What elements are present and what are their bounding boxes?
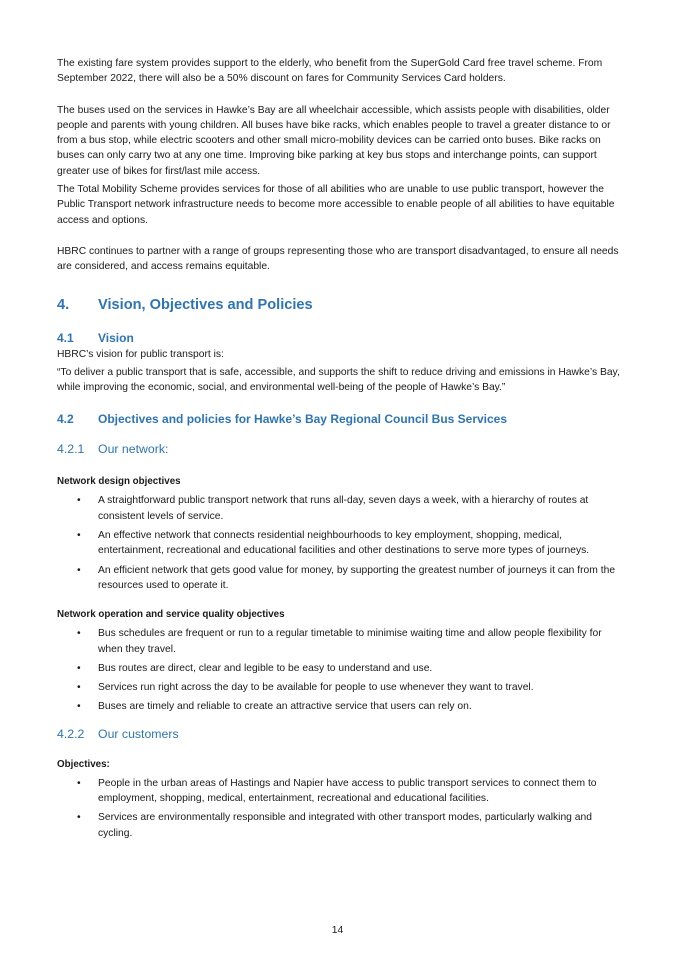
list-item: • An efficient network that gets good value for money, by supporting the greatest number of journeys it can from the resources used to operate it. xyxy=(77,564,616,591)
customer-objectives-list xyxy=(57,776,620,841)
section-title: Vision xyxy=(98,330,134,345)
bullet-icon: • xyxy=(77,662,81,674)
page-number: 14 xyxy=(331,925,344,936)
bullet-icon: • xyxy=(77,682,81,694)
section-title: Our customers xyxy=(98,726,179,741)
operation-objectives-label: Network operation and service quality objectives xyxy=(57,609,285,621)
bullet-icon: • xyxy=(77,564,81,576)
section-number: 4.1 xyxy=(57,330,74,345)
section-4-2-1-heading xyxy=(57,440,620,458)
operation-objectives-list xyxy=(57,626,620,714)
section-number: 4.2.1 xyxy=(57,442,85,457)
fare-paragraph: The existing fare system provides support to the elderly, who benefit from the SuperGold Card free travel scheme. From September 2022, there will also be a 50% discount on fares for Community Services Card holders. xyxy=(57,58,603,85)
partner-paragraph: HBRC continues to partner with a range of groups representing those who are transport disadvantaged, to ensure all needs are considered, and access remains equitable. xyxy=(57,245,619,273)
total-mobility-paragraph: The Total Mobility Scheme provides services for those of all abilities who are unable to use public transport, however the Public Transport network infrastructure needs to become more accessible to enable people of all abilities to have equitable access and options. xyxy=(57,184,615,226)
section-4-2-heading xyxy=(57,410,620,428)
section-title: Objectives and policies for Hawke’s Bay Regional Council Bus Services xyxy=(98,412,508,427)
section-number: 4.2 xyxy=(57,412,74,427)
bullet-icon: • xyxy=(77,812,81,824)
bullet-icon: • xyxy=(77,701,81,713)
list-item: • Services are environmentally responsible and integrated with other transport modes, particularly walking and cycling. xyxy=(77,812,592,839)
bullet-icon: • xyxy=(77,530,81,542)
accessibility-paragraph: The buses used on the services in Hawke’s Bay are all wheelchair accessible, which assists people with disabilities, older people and parents with young children. All buses have bike racks, which enables people to travel a greater distance to or from a bus stop, while electric scooters and other small micro-mobility devices can be carried onto buses. Bike racks on buses can only carry two at any one time. Improving bike parking at key bus stops and interchange points, can support greater use of bikes for first/last mile access. xyxy=(57,104,611,177)
list-item: • Buses are timely and reliable to create an attractive service that users can rely on. xyxy=(57,699,620,714)
list-item: • Bus routes are direct, clear and legible to be easy to understand and use. xyxy=(57,661,620,676)
list-item: • Services run right across the day to be available for people to use whenever they want to travel. xyxy=(57,680,620,695)
bullet-icon: • xyxy=(77,777,81,789)
design-objectives-label: Network design objectives xyxy=(57,476,181,488)
list-item: • People in the urban areas of Hastings and Napier have access to public transport services to connect them to employment, shopping, medical, entertainment, recreational and educational facilities. xyxy=(77,777,597,805)
vision-quote: “To deliver a public transport that is safe, accessible, and supports the shift to reduce driving and emissions in Hawke’s Bay, while improving the economic, social, and environmental well-being of the people of Hawke’s Bay.” xyxy=(57,366,620,394)
section-4-heading xyxy=(57,295,620,315)
section-title: Our network: xyxy=(98,442,169,457)
section-4-1-heading xyxy=(57,329,620,347)
bullet-icon: • xyxy=(77,495,81,507)
bullet-icon: • xyxy=(77,628,81,640)
document-page xyxy=(57,56,620,845)
section-4-2-2-heading xyxy=(57,725,620,743)
list-item: • A straightforward public transport network that runs all-day, seven days a week, with a hierarchy of routes at consistent levels of service. xyxy=(77,495,589,522)
design-objectives-list xyxy=(57,493,620,593)
section-title: Vision, Objectives and Policies xyxy=(98,296,313,313)
section-number: 4. xyxy=(57,296,70,313)
list-item: • Bus schedules are frequent or run to a regular timetable to minimise waiting time and allow people flexibility for when they travel. xyxy=(77,628,602,655)
customer-objectives-label: Objectives: xyxy=(57,758,110,770)
list-item: • An effective network that connects residential neighbourhoods to key employment, shopping, medical, entertainment, recreational and educational facilities and other destinations to serve more types of journeys. xyxy=(77,530,590,557)
vision-lead: HBRC’s vision for public transport is: xyxy=(57,348,224,360)
section-number: 4.2.2 xyxy=(57,726,85,741)
